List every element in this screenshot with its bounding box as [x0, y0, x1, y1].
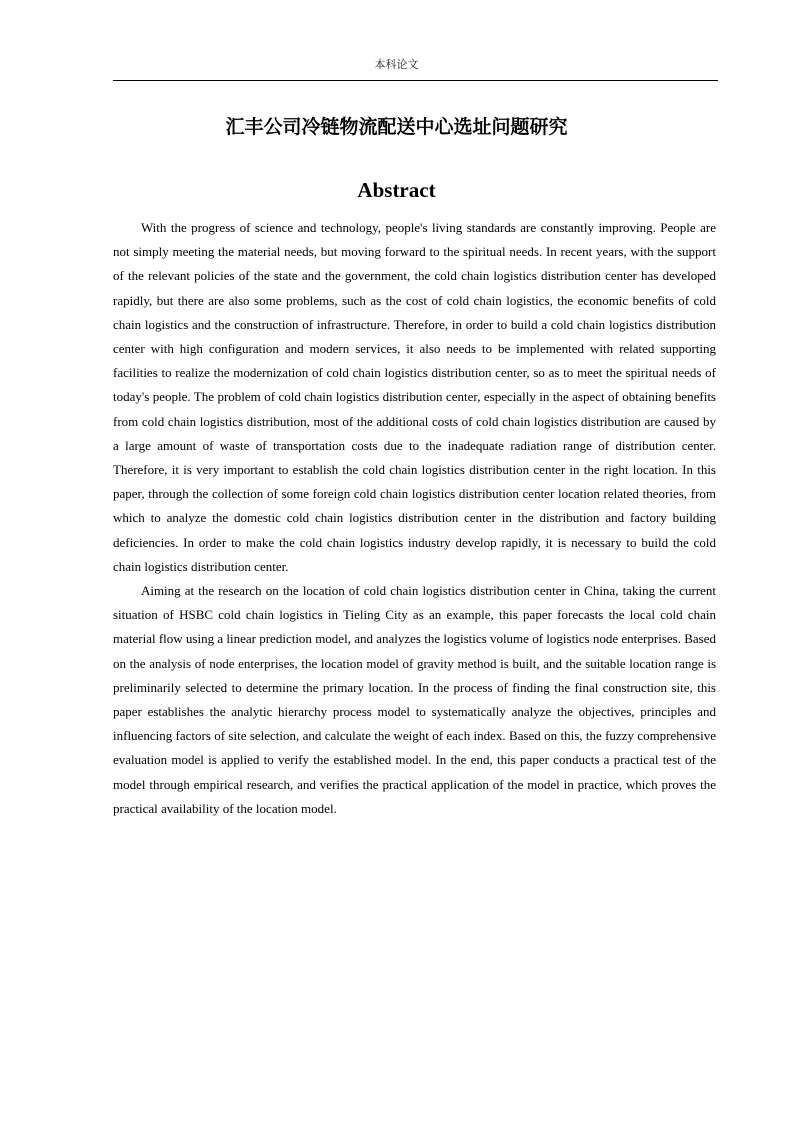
page-header: 本科论文	[374, 58, 419, 71]
chinese-title: 汇丰公司冷链物流配送中心选址问题研究	[225, 116, 568, 138]
abstract-heading: Abstract	[357, 178, 436, 202]
abstract-paragraph-2: Aiming at the research on the location of cold chain logistics distribution center in China, taking the current situation of HSBC cold chain logistics in Tieling City as an example, this paper forecasts the local cold chain material flow using a linear prediction model, and analyzes the logistics volume of logistics node enterprises. Based on the analysis of node enterprises, the location model of gravity method is built, and the suitable location range is preliminarily selected to determine the primary location. In the process of finding the final construction site, this paper establishes the analytic hierarchy process model to systematically analyze the objectives, principles and influencing factors of site selection, and calculate the weight of each index. Based on this, the fuzzy comprehensive evaluation model is applied to verify the established model. In the end, this paper conducts a practical test of the model through empirical research, and verifies the practical application of the model in practice, which proves the practical availability of the location model.	[113, 583, 716, 816]
abstract-paragraph-1: With the progress of science and technology, people's living standards are constantly improving. People are not simply meeting the material needs, but moving forward to the spiritual needs. In recent years, with the support of the relevant policies of the state and the government, the cold chain logistics distribution center has developed rapidly, but there are also some problems, such as the cost of cold chain logistics, the economic benefits of cold chain logistics and the construction of infrastructure. Therefore, in order to build a cold chain logistics distribution center with high configuration and modern services, it also needs to be implemented with related supporting facilities to realize the modernization of cold chain logistics distribution center, so as to meet the spiritual needs of today's people. The problem of cold chain logistics distribution center, especially in the aspect of obtaining benefits from cold chain logistics distribution, most of the additional costs of cold chain logistics distribution are caused by a large amount of waste of transportation costs due to the inadequate radiation range of distribution center. Therefore, it is very important to establish the cold chain logistics distribution center in the right location. In this paper, through the collection of some foreign cold chain logistics distribution center location related theories, from which to analyze the domestic cold chain logistics distribution center in the distribution and factory building deficiencies. In order to make the cold chain logistics industry develop rapidly, it is necessary to build the cold chain logistics distribution center.	[113, 220, 716, 574]
header-divider	[113, 80, 718, 81]
abstract-body	[113, 216, 716, 821]
